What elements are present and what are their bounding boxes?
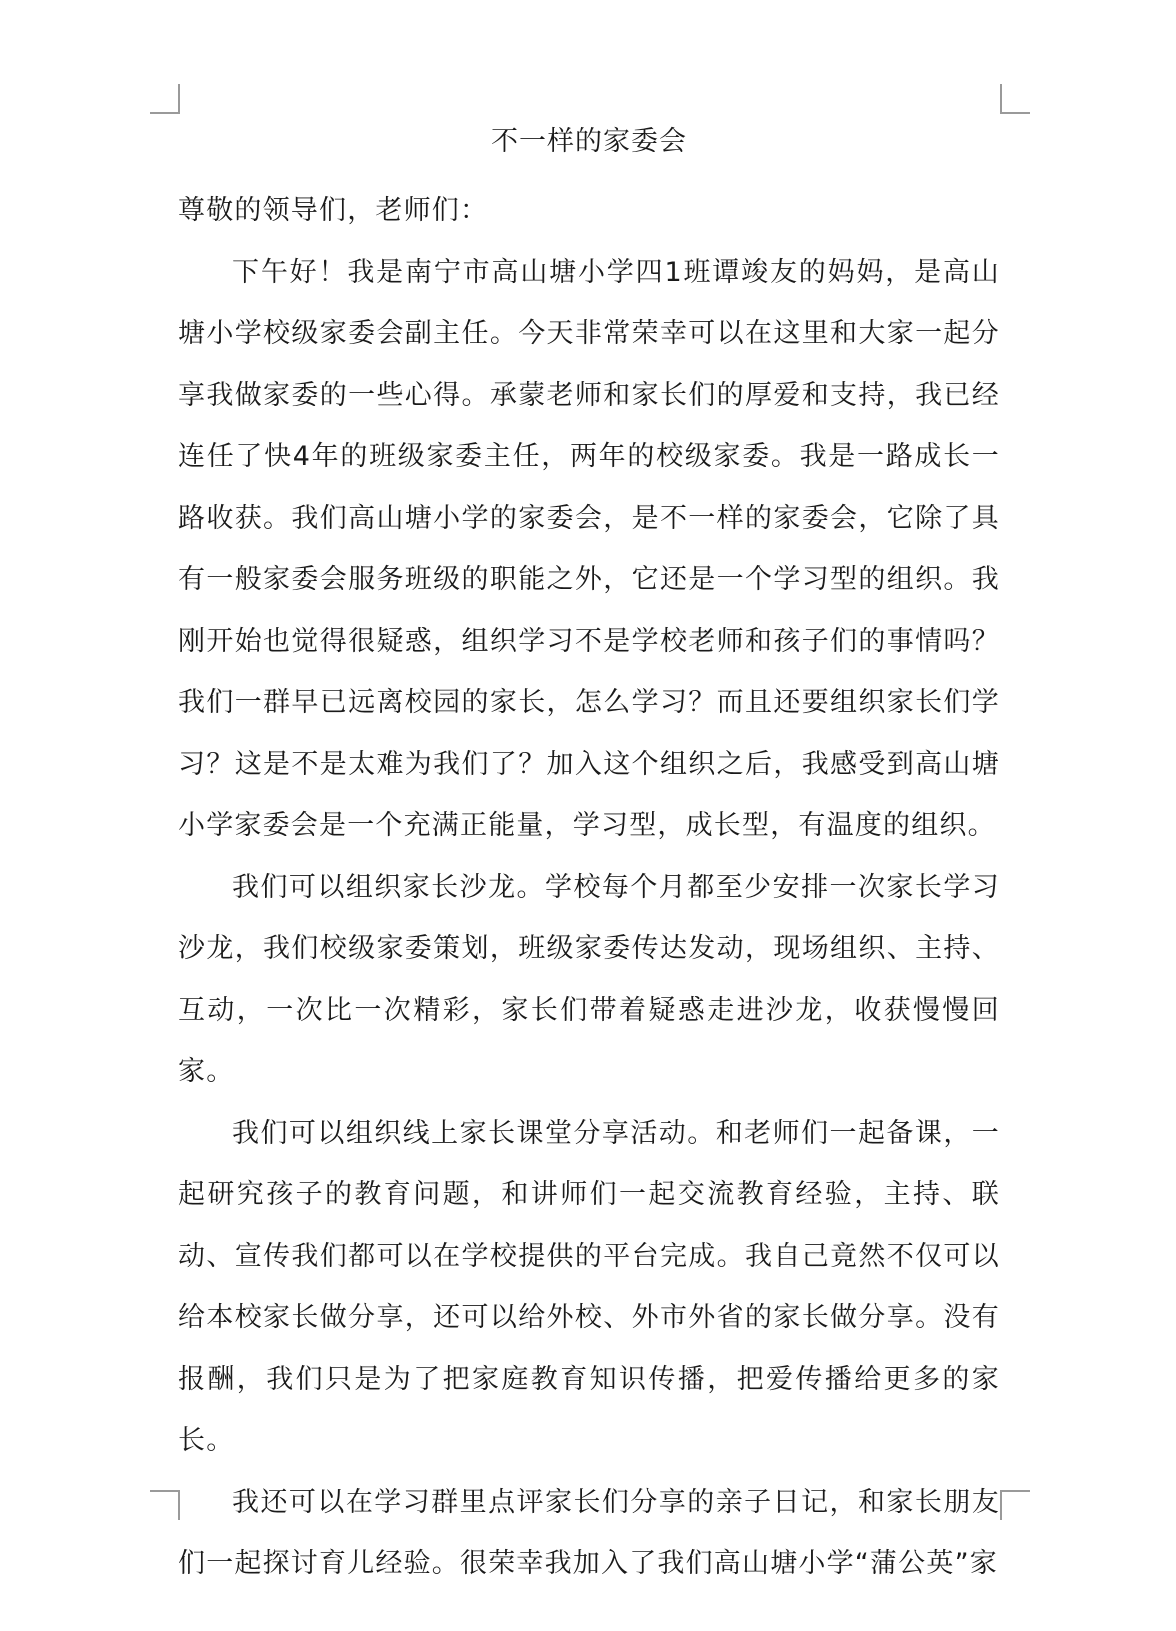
salutation: 尊敬的领导们，老师们： [178,195,489,226]
margin-corner-top-left [150,84,180,114]
paragraph-2: 我们可以组织家长沙龙。学校每个月都至少安排一次家长学习沙龙，我们校级家委策划，班级家委传达发动，现场组织、主持、互动，一次比一次精彩，家长们带着疑惑走进沙龙，收获慢慢回家。 [178,871,1000,1087]
margin-corner-bottom-right [1000,1490,1030,1520]
document-title: 不一样的家委会 [491,126,687,157]
margin-corner-top-right [1000,84,1030,114]
paragraph-1: 下午好！我是南宁市高山塘小学四1班谭竣友的妈妈，是高山塘小学校级家委会副主任。今天非常荣幸可以在这里和大家一起分享我做家委的一些心得。承蒙老师和家长们的厚爱和支持，我已经连任了快4年的班级家委主任，两年的校级家委。我是一路成长一路收获。我们高山塘小学的家委会，是不一样的家委会，它除了具有一般家委会服务班级的职能之外，它还是一个学习型的组织。我刚开始也觉得很疑惑，组织学习不是学校老师和孩子们的事情吗？我们一群早已远离校园的家长，怎么学习？而且还要组织家长们学习？这是不是太难为我们了？加入这个组织之后，我感受到高山塘小学家委会是一个充满正能量，学习型，成长型，有温度的组织。 [178,256,1000,841]
margin-corner-bottom-left [150,1490,180,1520]
paragraph-3: 我们可以组织线上家长课堂分享活动。和老师们一起备课，一起研究孩子的教育问题，和讲师们一起交流教育经验，主持、联动、宣传我们都可以在学校提供的平台完成。我自己竟然不仅可以给本校家长做分享，还可以给外校、外市外省的家长做分享。没有报酬，我们只是为了把家庭教育知识传播，把爱传播给更多的家长。 [178,1117,1000,1456]
paragraph-4: 我还可以在学习群里点评家长们分享的亲子日记，和家长朋友们一起探讨育儿经验。很荣幸我加入了我们高山塘小学“蒲公英”家 [178,1486,1000,1579]
document-body [178,180,1000,1595]
